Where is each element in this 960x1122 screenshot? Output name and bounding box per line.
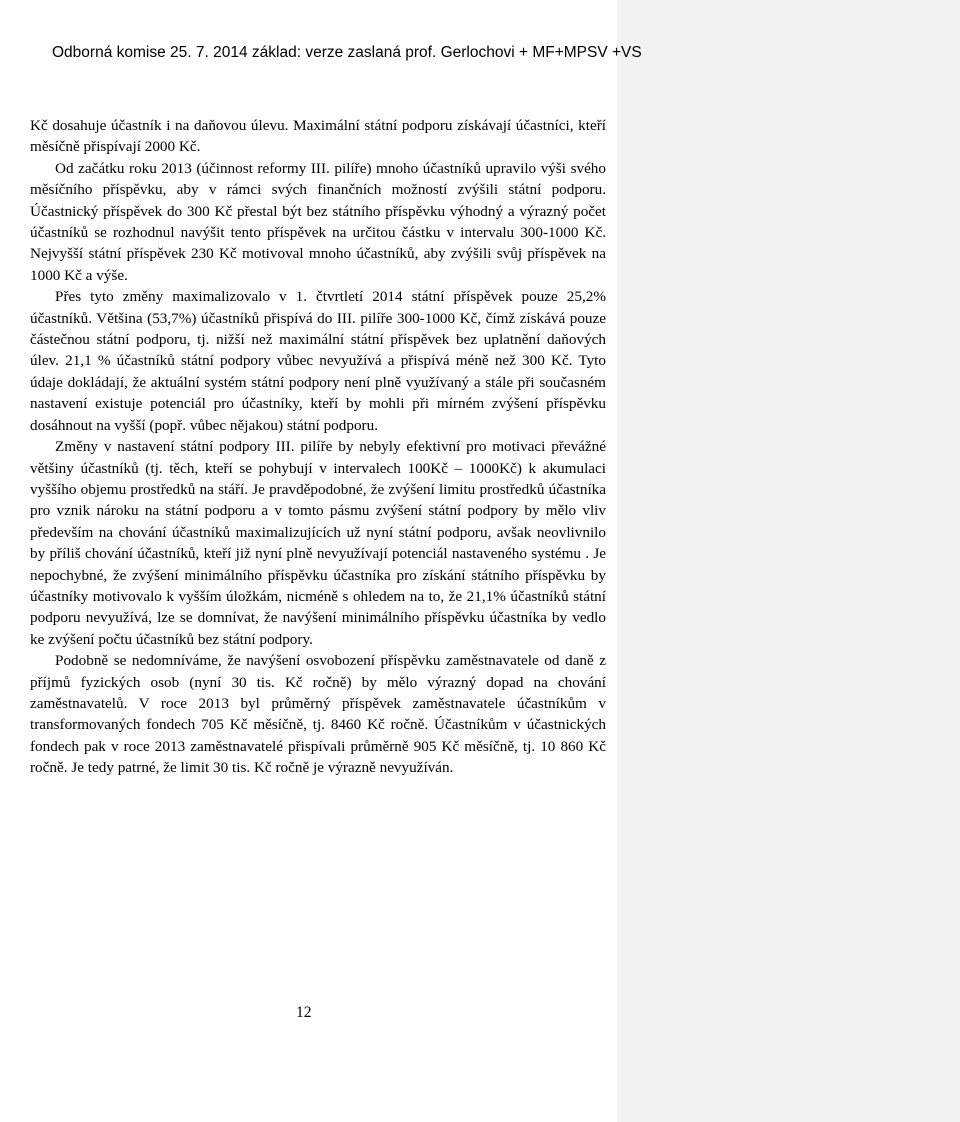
comment-margin-pane [617, 0, 960, 1122]
paragraph: Změny v nastavení státní podpory III. pilíře by nebyly efektivní pro motivaci převážné většiny účastníků (tj. těch, kteří se pohybují v intervalech 100Kč – 1000Kč) k akumulaci vyššího objemu prostředků na stáří. Je pravděpodobné, že zvýšení limitu prostředků účastníka pro vznik nároku na státní podporu a v tomto pásmu zvýšení státní podpory by mělo vliv především na chování účastníků maximalizujících už nyní státní podporu, avšak neovlivnilo by příliš chování účastníků, kteří již nyní plně nevyužívají potenciál nastaveného systému . Je nepochybné, že zvýšení minimálního příspěvku účastníka pro získání státního příspěvku by účastníky motivovalo k vyšším úložkám, nicméně s ohledem na to, že 21,1% účastníků státní podporu nevyužívá, lze se domnívat, že navýšení minimálního příspěvku účastníka by vedlo ke zvýšení počtu účastníků bez státní podpory. [30, 438, 606, 648]
document-body [30, 115, 606, 779]
page-header: Odborná komise 25. 7. 2014 základ: verze zaslaná prof. Gerlochovi + MF+MPSV +VS [52, 44, 642, 61]
paragraph: Podobně se nedomníváme, že navýšení osvobození příspěvku zaměstnavatele od daně z příjmů fyzických osob (nyní 30 tis. Kč ročně) by mělo výrazný dopad na chování zaměstnavatelů. V roce 2013 byl průměrný příspěvek zaměstnavatele účastníkům v transformovaných fondech 705 Kč měsíčně, tj. 8460 Kč ročně. Účastníkům v účastnických fondech pak v roce 2013 zaměstnavatelé přispívali průměrně 905 Kč měsíčně, tj. 10 860 Kč ročně. Je tedy patrné, že limit 30 tis. Kč ročně je výrazně nevyužíván. [30, 652, 606, 777]
page-number: 12 [296, 1004, 312, 1021]
paragraph: Kč dosahuje účastník i na daňovou úlevu. Maximální státní podporu získávají účastníci, kteří měsíčně přispívají 2000 Kč. [30, 117, 606, 156]
paragraph: Přes tyto změny maximalizovalo v 1. čtvrtletí 2014 státní příspěvek pouze 25,2% účastníků. Většina (53,7%) účastníků přispívá do III. pilíře 300-1000 Kč, čímž získává pouze částečnou státní podporu, tj. nižší než maximální státní příspěvek bez uplatnění daňových úlev. 21,1 % účastníků státní podpory vůbec nevyužívá a přispívá méně než 300 Kč. Tyto údaje dokládají, že aktuální systém státní podpory není plně využívaný a stále při současném nastavení existuje potenciál pro účastníky, kteří by mohli při mírném zvýšení příspěvku dosáhnout na vyšší (popř. vůbec nějakou) státní podporu. [30, 288, 606, 434]
paragraph: Od začátku roku 2013 (účinnost reformy III. pilíře) mnoho účastníků upravilo výši svého měsíčního příspěvku, aby v rámci svých finančních možností zvýšili státní podporu. Účastnický příspěvek do 300 Kč přestal být bez státního příspěvku výhodný a výrazný počet účastníků se rozhodnul navýšit tento příspěvek na určitou částku v intervalu 300-1000 Kč. Nejvyšší státní příspěvek 230 Kč motivoval mnoho účastníků, aby zvýšili svůj příspěvek na 1000 Kč a výše. [30, 159, 606, 284]
